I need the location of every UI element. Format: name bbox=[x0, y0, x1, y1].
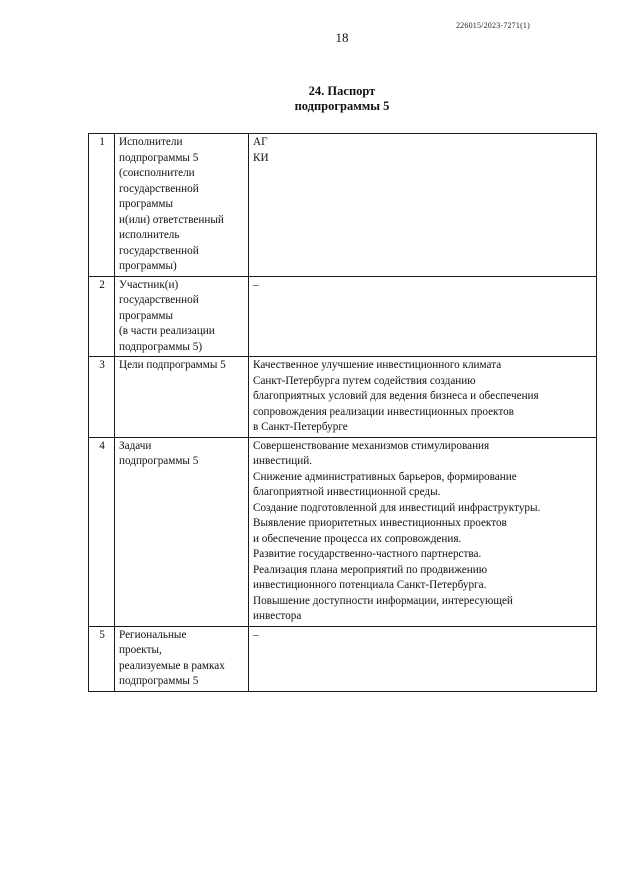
row-label-cell bbox=[115, 276, 249, 357]
row-label-line: Задачи bbox=[119, 439, 152, 452]
row-number: 5 bbox=[89, 626, 115, 691]
row-label-line: реализуемые в рамках bbox=[119, 659, 225, 672]
row-label-line: (в части реализации bbox=[119, 325, 215, 337]
document-id: 226015/2023-7271(1) bbox=[455, 21, 530, 30]
row-label-cell bbox=[115, 437, 249, 626]
row-content-line: Реализация плана мероприятий по продвижению bbox=[253, 563, 488, 576]
row-label-line: (соисполнители bbox=[119, 167, 195, 179]
row-label-line: государственной bbox=[119, 182, 199, 195]
row-label-line: подпрограммы 5 bbox=[119, 455, 199, 467]
row-number: 1 bbox=[89, 134, 115, 277]
row-label-line: проекты, bbox=[119, 644, 162, 656]
row-content-line: – bbox=[253, 628, 259, 641]
title-line-2: подпрограммы 5 bbox=[294, 99, 390, 113]
row-content-line: благоприятных условий для ведения бизнеса и обеспечения bbox=[253, 390, 539, 402]
row-label-line: исполнитель bbox=[119, 229, 180, 241]
page-number: 18 bbox=[335, 30, 349, 45]
row-content-line: Качественное улучшение инвестиционного климата bbox=[253, 359, 502, 371]
row-content-line: Выявление приоритетных инвестиционных проектов bbox=[253, 517, 507, 529]
row-label-line: подпрограммы 5 bbox=[119, 151, 199, 164]
row-label-line: подпрограммы 5) bbox=[119, 340, 203, 353]
row-label-line: государственной bbox=[119, 294, 199, 306]
row-content-cell bbox=[249, 134, 597, 277]
row-content-line: АГ bbox=[253, 136, 268, 148]
row-label-line: Региональные bbox=[119, 628, 187, 641]
row-label-cell bbox=[115, 357, 249, 438]
row-label-cell bbox=[115, 134, 249, 277]
row-content-line: Снижение административных барьеров, формирование bbox=[253, 470, 517, 483]
row-label-line: Участник(и) bbox=[119, 278, 179, 291]
row-label-line: программы bbox=[119, 309, 173, 322]
row-content-line: в Санкт-Петербурге bbox=[253, 421, 348, 433]
row-content-line: Создание подготовленной для инвестиций инфраструктуры. bbox=[253, 501, 541, 514]
row-content-line: Санкт-Петербурга путем содействия созданию bbox=[253, 374, 476, 387]
table-row bbox=[89, 276, 597, 357]
row-label-line: программы) bbox=[119, 260, 177, 272]
row-content-line: КИ bbox=[253, 151, 269, 164]
row-content-line: инвестиций. bbox=[253, 455, 313, 467]
row-label-line: государственной bbox=[119, 244, 199, 257]
row-content-line: Повышение доступности информации, интересующей bbox=[253, 594, 513, 607]
row-content-line: – bbox=[253, 278, 259, 291]
row-number: 4 bbox=[89, 437, 115, 626]
table-row bbox=[89, 134, 597, 277]
row-content-cell bbox=[249, 357, 597, 438]
row-label-line: Цели подпрограммы 5 bbox=[119, 359, 226, 371]
row-label-line: Исполнители bbox=[119, 136, 183, 148]
row-label-line: подпрограммы 5 bbox=[119, 675, 199, 687]
row-content-cell bbox=[249, 626, 597, 691]
table-row bbox=[89, 437, 597, 626]
table-row bbox=[89, 357, 597, 438]
row-content-line: и обеспечение процесса их сопровождения. bbox=[253, 532, 462, 545]
row-content-cell bbox=[249, 276, 597, 357]
page-title bbox=[0, 84, 640, 114]
passport-table bbox=[88, 133, 597, 692]
row-label-cell bbox=[115, 626, 249, 691]
row-label-line: программы bbox=[119, 198, 173, 210]
table-row bbox=[89, 626, 597, 691]
row-number: 2 bbox=[89, 276, 115, 357]
row-content-line: Развитие государственно-частного партнерства. bbox=[253, 548, 482, 560]
row-number: 3 bbox=[89, 357, 115, 438]
row-content-line: инвестиционного потенциала Санкт-Петербурга. bbox=[253, 579, 487, 591]
row-content-line: инвестора bbox=[253, 610, 302, 622]
row-content-cell bbox=[249, 437, 597, 626]
row-label-line: и(или) ответственный bbox=[119, 213, 224, 226]
row-content-line: благоприятной инвестиционной среды. bbox=[253, 486, 441, 498]
row-content-line: Совершенствование механизмов стимулирования bbox=[253, 439, 490, 452]
title-line-1: 24. Паспорт bbox=[308, 84, 376, 98]
passport-table-body bbox=[89, 134, 597, 692]
row-content-line: сопровождения реализации инвестиционных проектов bbox=[253, 405, 514, 418]
